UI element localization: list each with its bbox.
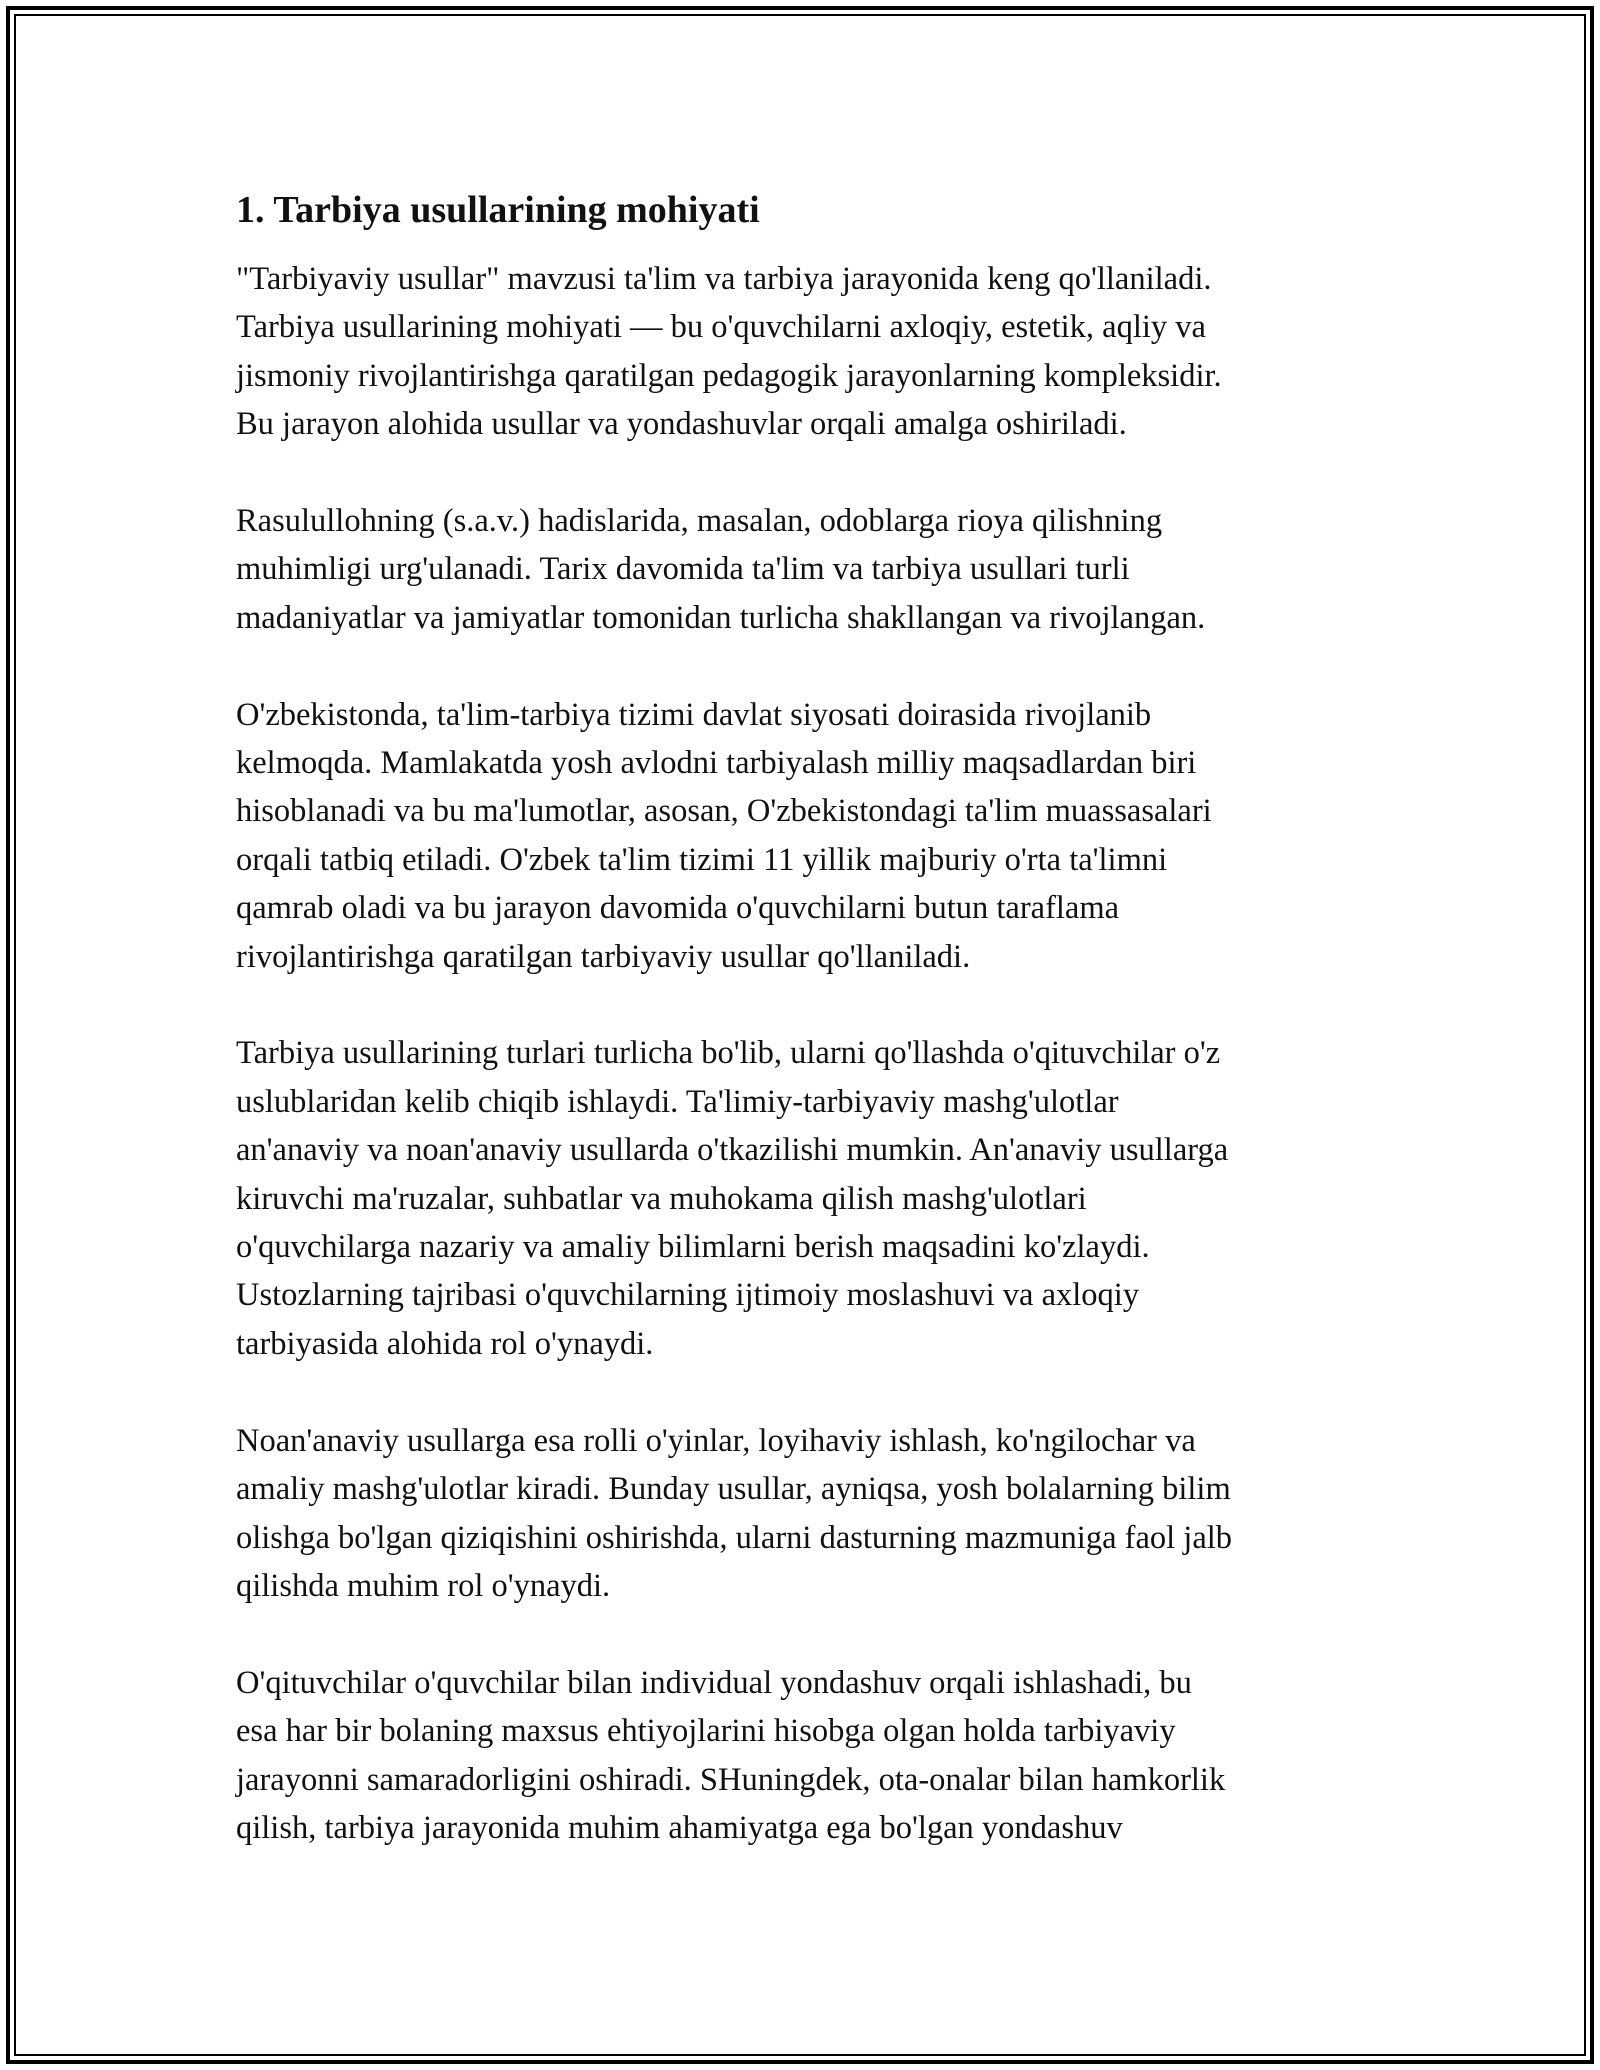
text-line: madaniyatlar va jamiyatlar tomonidan turlicha shakllangan va rivojlangan. bbox=[236, 599, 1206, 636]
text-line: jarayonni samaradorligini oshiradi. SHuningdek, ota-onalar bilan hamkorlik bbox=[236, 1761, 1226, 1798]
text-line: "Tarbiyaviy usullar" mavzusi ta'lim va tarbiya jarayonida keng qo'llaniladi. bbox=[236, 261, 1212, 297]
text-line: rivojlantirishga qaratilgan tarbiyaviy usullar qo'llaniladi. bbox=[236, 938, 971, 975]
text-line: Rasulullohning (s.a.v.) hadislarida, masalan, odoblarga rioya qilishning bbox=[236, 503, 1163, 540]
text-line: qilish, tarbiya jarayonida muhim ahamiyatga ega bo'lgan yondashuv bbox=[236, 1809, 1123, 1846]
paragraph-2 bbox=[236, 497, 1376, 642]
text-line: kiruvchi ma'ruzalar, suhbatlar va muhokama qilish mashg'ulotlari bbox=[236, 1180, 1087, 1217]
text-line: Noan'anaviy usullarga esa rolli o'yinlar, loyihaviy ishlash, ko'ngilochar va bbox=[236, 1422, 1196, 1459]
paragraph-4 bbox=[236, 1029, 1376, 1368]
text-line: uslublaridan kelib chiqib ishlaydi. Ta'limiy-tarbiyaviy mashg'ulotlar bbox=[236, 1083, 1119, 1120]
text-line: Tarbiya usullarining turlari turlicha bo'lib, ularni qo'llashda o'qituvchilar o'z bbox=[236, 1035, 1221, 1072]
text-line: orqali tatbiq etiladi. O'zbek ta'lim tizimi 11 yillik majburiy o'rta ta'limni bbox=[236, 841, 1168, 878]
text-line: tarbiyasida alohida rol o'ynaydi. bbox=[236, 1325, 654, 1362]
paragraph-6 bbox=[236, 1659, 1376, 1853]
paragraph-3 bbox=[236, 691, 1376, 981]
document-body bbox=[236, 186, 1376, 1901]
paragraph-1 bbox=[236, 255, 1376, 449]
text-line: qamrab oladi va bu jarayon davomida o'quvchilarni butun taraflama bbox=[236, 890, 1120, 927]
text-line: Tarbiya usullarining mohiyati — bu o'quvchilarni axloqiy, estetik, aqliy va bbox=[236, 309, 1206, 346]
text-line: o'quvchilarga nazariy va amaliy bilimlarni berish maqsadini ko'zlaydi. bbox=[236, 1229, 1150, 1266]
text-line: esa har bir bolaning maxsus ehtiyojlarini hisobga olgan holda tarbiyaviy bbox=[236, 1713, 1176, 1750]
text-line: amaliy mashg'ulotlar kiradi. Bunday usullar, ayniqsa, yosh bolalarning bilim bbox=[236, 1471, 1231, 1508]
text-line: hisoblanadi va bu ma'lumotlar, asosan, O'zbekistondagi ta'lim muassasalari bbox=[236, 793, 1212, 830]
section-heading: 1. Tarbiya usullarining mohiyati bbox=[236, 189, 760, 231]
text-line: jismoniy rivojlantirishga qaratilgan pedagogik jarayonlarning kompleksidir. bbox=[236, 357, 1222, 394]
text-line: O'qituvchilar o'quvchilar bilan individual yondashuv orqali ishlashadi, bu bbox=[236, 1664, 1192, 1701]
text-line: olishga bo'lgan qiziqishini oshirishda, ularni dasturning mazmuniga faol jalb bbox=[236, 1519, 1233, 1556]
text-line: Bu jarayon alohida usullar va yondashuvlar orqali amalga oshiriladi. bbox=[236, 406, 1127, 443]
text-line: qilishda muhim rol o'ynaydi. bbox=[236, 1567, 611, 1604]
text-line: Ustozlarning tajribasi o'quvchilarning ijtimoiy moslashuvi va axloqiy bbox=[236, 1277, 1140, 1314]
text-line: kelmoqda. Mamlakatda yosh avlodni tarbiyalash milliy maqsadlardan biri bbox=[236, 745, 1197, 782]
paragraph-5 bbox=[236, 1417, 1376, 1611]
text-line: an'anaviy va noan'anaviy usullarda o'tkazilishi mumkin. An'anaviy usullarga bbox=[236, 1132, 1229, 1169]
text-line: O'zbekistonda, ta'lim-tarbiya tizimi davlat siyosati doirasida rivojlanib bbox=[236, 696, 1152, 733]
text-line: muhimligi urg'ulanadi. Tarix davomida ta'lim va tarbiya usullari turli bbox=[236, 551, 1130, 588]
